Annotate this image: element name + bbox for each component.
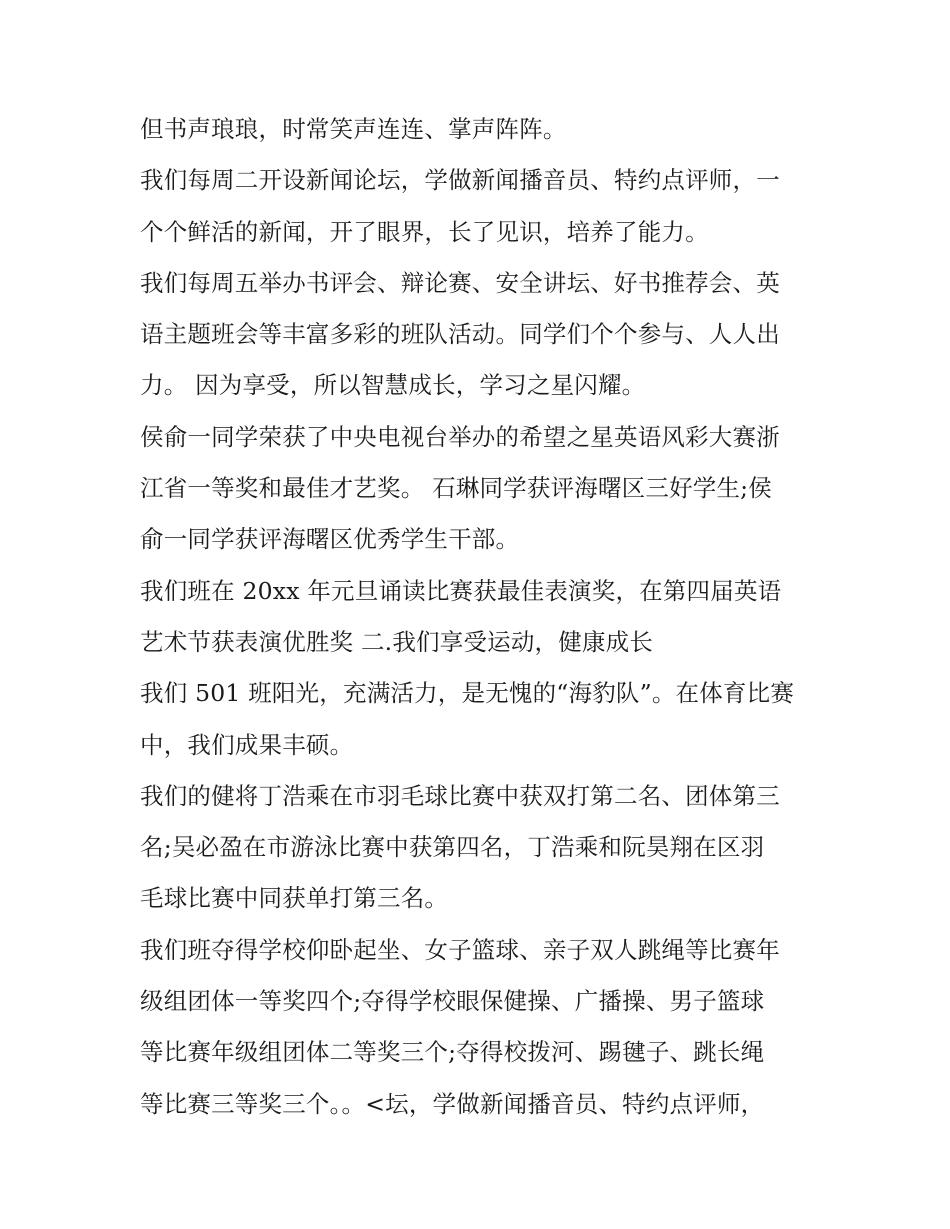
text-line: 名;吴必盈在市游泳比赛中获第四名，丁浩乘和阮昊翔在区羽: [140, 833, 765, 862]
text-line: 江省一等奖和最佳才艺奖。 石琳同学获评海曙区三好学生;侯: [140, 474, 772, 503]
text-line: 毛球比赛中同获单打第三名。: [140, 884, 449, 913]
text-line: 等比赛年级组团体二等奖三个;夺得校拨河、踢毽子、跳长绳: [140, 1038, 765, 1067]
text-line: 我们每周五举办书评会、辩论赛、安全讲坛、好书推荐会、英: [140, 268, 780, 297]
text-line: 我们的健将丁浩乘在市羽毛球比赛中获双打第二名、团体第三: [140, 781, 780, 810]
text-line: 个个鲜活的新闻，开了眼界，长了见识，培养了能力。: [140, 217, 709, 246]
document-body: [140, 104, 820, 1130]
text-line: 级组团体一等奖四个;夺得学校眼保健操、广播操、男子篮球: [140, 987, 765, 1016]
text-line: 中，我们成果丰硕。: [140, 730, 354, 759]
text-line: 语主题班会等丰富多彩的班队活动。同学们个个参与、人人出: [140, 320, 780, 349]
text-line: 力。 因为享受，所以智慧成长，学习之星闪耀。: [140, 371, 646, 400]
text-line: 侯俞一同学荣获了中央电视台举办的希望之星英语风彩大赛浙: [140, 422, 780, 451]
text-line: 我们班在 20xx 年元旦诵读比赛获最佳表演奖，在第四届英语: [140, 576, 782, 605]
text-line: 我们每周二开设新闻论坛，学做新闻播音员、特约点评师，一: [140, 166, 780, 195]
text-line: 艺术节获表演优胜奖 二.我们享受运动，健康成长: [140, 627, 654, 656]
text-line: 俞一同学获评海曙区优秀学生干部。: [140, 525, 520, 554]
text-line: 我们 501 班阳光，充满活力，是无愧的“海豹队”。在体育比赛: [140, 679, 795, 708]
text-line: 我们班夺得学校仰卧起坐、女子篮球、亲子双人跳绳等比赛年: [140, 935, 780, 964]
text-line: 等比赛三等奖三个。。<坛，学做新闻播音员、特约点评师，: [140, 1089, 765, 1118]
text-line: 但书声琅琅，时常笑声连连、掌声阵阵。: [140, 115, 567, 143]
